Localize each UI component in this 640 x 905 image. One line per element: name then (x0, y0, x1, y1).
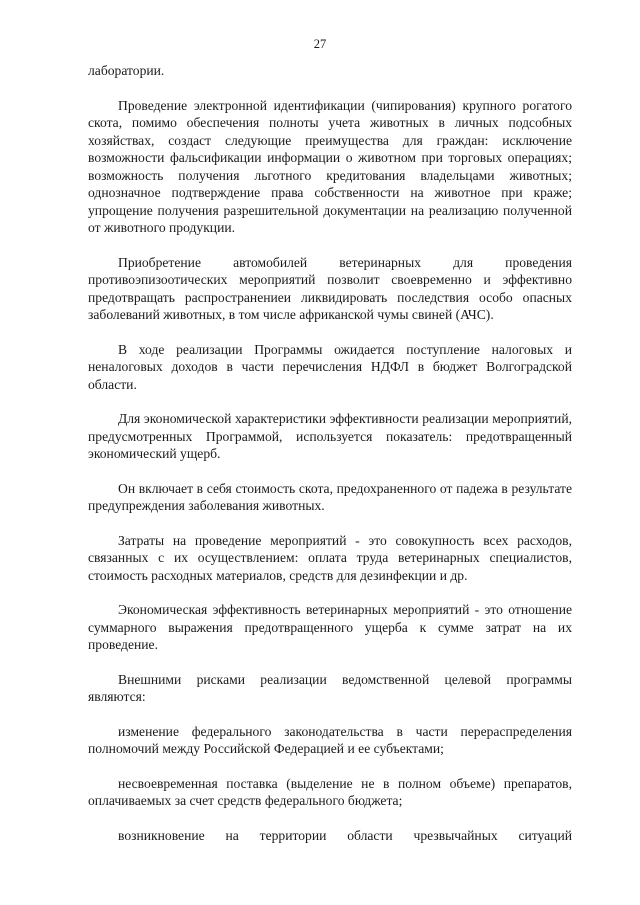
paragraph-costs: Затраты на проведение мероприятий - это совокупность всех расходов, связанных с их осуществлением: оплата труда ветеринарных специалистов, стоимость расходных материалов, средств для дезинфекции и др. (88, 532, 572, 583)
paragraph-external-risks: Внешними рисками реализации ведомственной целевой программы являются: (88, 671, 572, 704)
paragraph-continuation: лаборатории. (88, 63, 165, 78)
paragraph-vet-vehicles: Приобретение автомобилей ветеринарных для проведения противоэпизоотических мероприятий позволит своевременно и эффективно предотвращать распространениеи ликвидировать последствия особо опасных заболеваний животных, в том числе африканской чумы свиней (АЧС). (88, 254, 572, 322)
list-item-risk-legislation: изменение федерального законодательства в части перераспределения полномочий между Российской Федерацией и ее субъектами; (88, 723, 572, 756)
paragraph-livestock-cost: Он включает в себя стоимость скота, предохраненного от падежа в результате предупреждения заболевания животных. (88, 480, 572, 513)
paragraph-tax-revenue: В ходе реализации Программы ожидается поступление налоговых и неналоговых доходов в части перечисления НДФЛ в бюджет Волгоградской области. (88, 341, 572, 392)
document-body (88, 62, 572, 861)
list-item-risk-supply: несвоевременная поставка (выделение не в полном объеме) препаратов, оплачиваемых за счет средств федерального бюджета; (88, 775, 572, 808)
list-item-risk-emergency: возникновение на территории области чрезвычайных ситуаций (118, 827, 572, 843)
paragraph-economic-efficiency: Экономическая эффективность ветеринарных мероприятий - это отношение суммарного выражения предотвращенного ущерба к сумме затрат на их проведение. (88, 602, 572, 652)
paragraph-efficiency-indicator: Для экономической характеристики эффективности реализации мероприятий, предусмотренных Программой, используется показатель: предотвращенный экономический ущерб. (88, 411, 572, 461)
page-number: 27 (313, 37, 327, 51)
paragraph-chip-identification: Проведение электронной идентификации (чипирования) крупного рогатого скота, помимо обеспечения полноты учета животных в личных подсобных хозяйствах, создаст следующие преимущества для граждан: исключение возможности фальсификации информации о животном при торговых операциях; возможность получения льготного кредитования владельцами животных; однозначное подтверждение права собственности на животное при краже; упрощение получения разрешительной документации на реализацию полученной от животного продукции. (88, 97, 572, 235)
